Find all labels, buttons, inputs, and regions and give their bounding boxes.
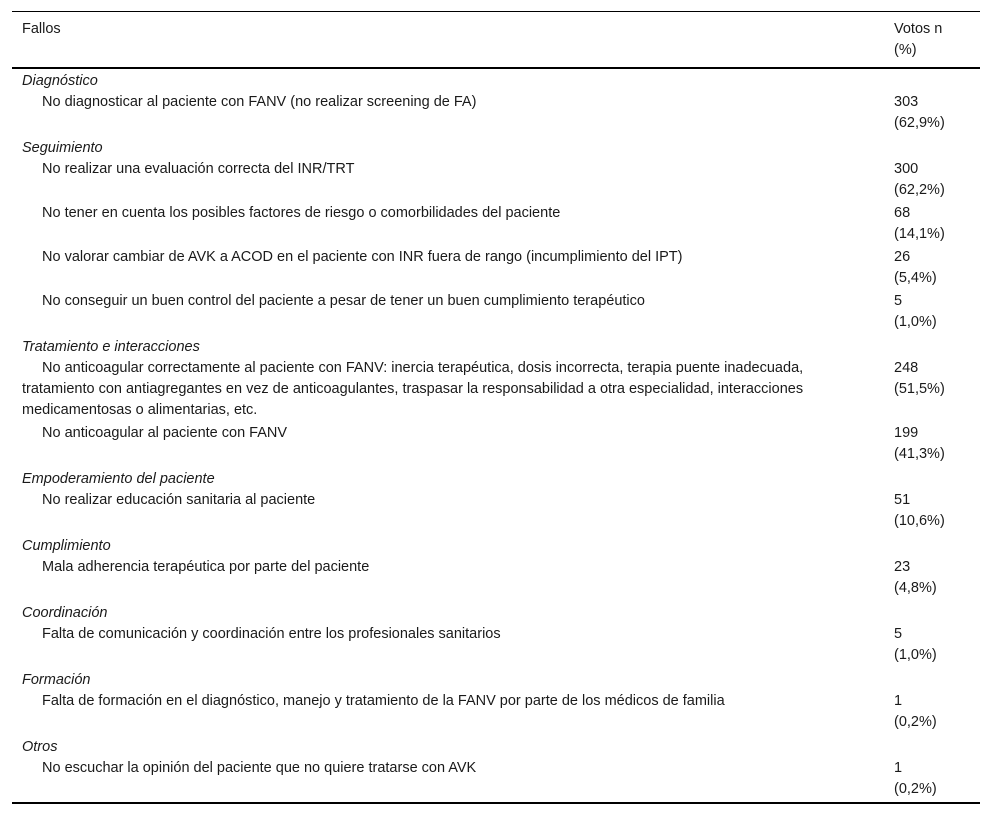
votos-cell: [878, 490, 980, 534]
fallo-text: No anticoagular al paciente con FANV: [42, 425, 288, 441]
votos-count: 248: [894, 360, 919, 376]
votos-percent: (14,1%): [894, 226, 945, 242]
category-row: [12, 68, 980, 92]
votos-count: 303: [894, 94, 919, 110]
votos-cell: [878, 758, 980, 803]
table-row: [12, 490, 980, 534]
votos-cell: [878, 291, 980, 335]
category-row: [12, 735, 980, 758]
votos-percent: (10,6%): [894, 513, 945, 529]
votos-cell: [878, 358, 980, 423]
category-row: [12, 136, 980, 159]
votos-count: 26: [894, 249, 911, 265]
votos-count: 5: [894, 626, 903, 642]
votos-percent: (4,8%): [894, 580, 937, 596]
header-votos-line1: Votos n: [894, 21, 943, 37]
votos-percent: (62,2%): [894, 182, 945, 198]
table-row: [12, 203, 980, 247]
fallo-text: No realizar educación sanitaria al paciente: [42, 492, 316, 508]
fallo-text: No diagnosticar al paciente con FANV (no realizar screening de FA): [42, 94, 477, 110]
header-row: [12, 12, 980, 69]
table-row: [12, 92, 980, 136]
fallo-text: No anticoagular correctamente al paciente con FANV: inercia terapéutica, dosis incorrecta, terapia puente inadecuada, tratamiento con antiagregantes en vez de anticoagulantes, traspasar la responsabilidad a otra especialidad, interacciones medicamentosas o alimentarias, etc.: [22, 360, 804, 418]
table-row: [12, 691, 980, 735]
table-row: [12, 423, 980, 467]
votos-percent: (1,0%): [894, 647, 937, 663]
table-row: [12, 247, 980, 291]
votos-count: 23: [894, 559, 911, 575]
category-row: [12, 668, 980, 691]
fallo-text: No escuchar la opinión del paciente que no quiere tratarse con AVK: [42, 760, 477, 776]
header-fallos: Fallos: [22, 21, 61, 37]
table-header: [12, 12, 980, 69]
votos-cell: [878, 159, 980, 203]
votos-count: 199: [894, 425, 919, 441]
category-label: Otros: [22, 739, 58, 755]
votos-cell: [878, 557, 980, 601]
category-label: Cumplimiento: [22, 538, 111, 554]
category-label: Seguimiento: [22, 140, 103, 156]
votos-percent: (51,5%): [894, 381, 945, 397]
votos-cell: [878, 624, 980, 668]
fallo-text: No valorar cambiar de AVK a ACOD en el paciente con INR fuera de rango (incumplimiento del IPT): [42, 249, 683, 265]
votos-count: 68: [894, 205, 911, 221]
votos-percent: (0,2%): [894, 781, 937, 797]
category-label: Tratamiento e interacciones: [22, 339, 200, 355]
fallo-text: No conseguir un buen control del paciente a pesar de tener un buen cumplimiento terapéutico: [42, 293, 645, 309]
category-label: Coordinación: [22, 605, 108, 621]
table-container: [12, 11, 980, 804]
category-label: Diagnóstico: [22, 73, 98, 89]
table-row: [12, 758, 980, 803]
votos-percent: (1,0%): [894, 314, 937, 330]
category-row: [12, 534, 980, 557]
table-body: [12, 68, 980, 803]
fallo-text: No realizar una evaluación correcta del INR/TRT: [42, 161, 355, 177]
votos-cell: [878, 92, 980, 136]
fallo-text: Mala adherencia terapéutica por parte del paciente: [42, 559, 370, 575]
votos-count: 300: [894, 161, 919, 177]
category-row: [12, 601, 980, 624]
votos-count: 1: [894, 693, 903, 709]
votos-cell: [878, 691, 980, 735]
fallo-text: Falta de comunicación y coordinación entre los profesionales sanitarios: [42, 626, 501, 642]
votos-count: 51: [894, 492, 911, 508]
category-row: [12, 335, 980, 358]
fallo-text: No tener en cuenta los posibles factores de riesgo o comorbilidades del paciente: [42, 205, 561, 221]
votos-cell: [878, 423, 980, 467]
table-row: [12, 624, 980, 668]
header-votos: [878, 12, 980, 69]
category-row: [12, 467, 980, 490]
table-row: [12, 159, 980, 203]
fallos-table: [12, 11, 980, 804]
votos-percent: (41,3%): [894, 446, 945, 462]
votos-cell: [878, 203, 980, 247]
votos-count: 1: [894, 760, 903, 776]
fallo-text: Falta de formación en el diagnóstico, manejo y tratamiento de la FANV por parte de los médicos de familia: [42, 693, 725, 709]
votos-cell: [878, 247, 980, 291]
category-label: Formación: [22, 672, 91, 688]
category-label: Empoderamiento del paciente: [22, 471, 215, 487]
votos-percent: (0,2%): [894, 714, 937, 730]
table-row: [12, 358, 980, 423]
header-votos-line2: (%): [894, 42, 917, 58]
table-row: [12, 291, 980, 335]
votos-percent: (5,4%): [894, 270, 937, 286]
table-row: [12, 557, 980, 601]
votos-count: 5: [894, 293, 903, 309]
votos-percent: (62,9%): [894, 115, 945, 131]
